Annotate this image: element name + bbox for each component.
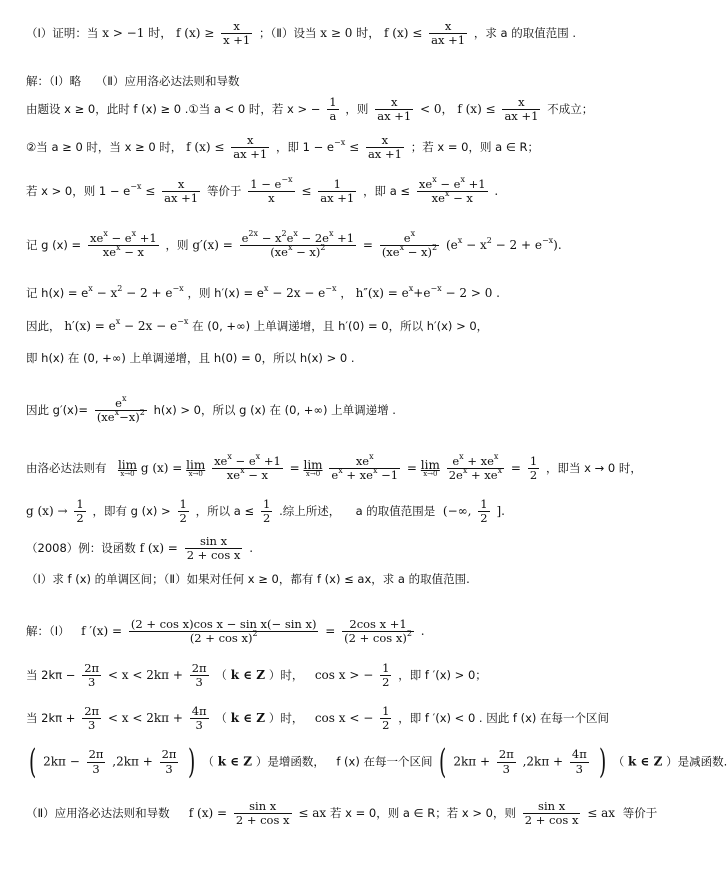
- text-line: 由题设 x ≥ 0，此时 f (x) ≥ 0 .①当 a < 0 时，若 x > − $\frac{1}{a}$ ，则 $\frac{x}{ax +1}$ < 0， f (x) ≤ $\frac{x}{ax +1}$ 不成立；: [26, 95, 594, 124]
- text-line: 即 h(x) 在 (0, +∞) 上单调递增，且 h(0) = 0，所以 h(x) > 0 .: [26, 351, 355, 365]
- text-line: 因此 g′(x)= $\frac{e^x}{(xe^x-x)^2}$ h(x) > 0，所以 g (x) 在 (0, +∞) 上单调递增 .: [26, 394, 396, 425]
- example-heading: （2008）例：设函数 f (x) = $\frac{\text{sin x}}{\text{2 + cos x}}$ .: [26, 534, 254, 563]
- text-line: 记 g (x) = $\frac{xe^x - e^x +1}{xe^x - x}$ ，则 g′(x) = $\frac{e^{2x} - x^2e^x - 2e^x +1}{(xe^x - x)^2}$ = $\frac{e^x}{(xe^x - x)^2}$ $(e^x - x^2 - 2 + e^{-x})$.: [26, 229, 562, 260]
- text-line: 由洛必达法则有 lim x→0 g (x) = lim x→0 $\frac{xe^x - e^x +1}{xe^x - x}$ = lim x→0 $\frac{xe^x}{e^x + xe^x -1}$ = lim x→0 $\frac{e^x + xe^x}{2e^x + xe^x}$ = $\frac{1}{2}$ ，即当 x → 0 时，: [26, 452, 642, 483]
- text-line: ( 2kπ − $\frac{2\pi}{3}$ ,2kπ + $\frac{2\pi}{3}$ ) （ k ∈ Z ）是增函数， f (x) 在每一个区间 ( 2kπ + $\frac{2\pi}{3}$ ,2kπ + $\frac{4\pi}{3}$ ) （ k ∈ Z ）是减函数.: [28, 742, 727, 782]
- problem-statement: （Ⅰ）证明：当 x > −1 时， f (x) ≥ $\frac{x}{x +1}$ ；（Ⅱ）设当 x ≥ 0 时， f (x) ≤ $\frac{x}{ax +1}$ ，求 a 的取值范围 .: [26, 19, 577, 48]
- text-line: （Ⅱ）应用洛必达法则和导数 f (x) = $\frac{\text{sin x}}{\text{2 + cos x}}$ ≤ ax 若 x = 0，则 a ∈ R；若 x > 0，则 $\frac{\text{sin x}}{\text{2 + cos x}}$ ≤ ax 等价于: [26, 799, 658, 828]
- solution-heading: 解：（Ⅰ）略 （Ⅱ）应用洛必达法则和导数: [26, 74, 240, 88]
- text-line: g (x) → $\frac{1}{2}$ ，即有 g (x) > $\frac{1}{2}$ ，所以 a ≤ $\frac{1}{2}$ .综上所述， a 的取值范围是 (−∞, $\frac{1}{2}$ ].: [26, 497, 505, 526]
- text-line: 当 2kπ − $\frac{2\pi}{3}$ < x < 2kπ + $\frac{2\pi}{3}$ （ k ∈ Z ）时， cos x > − $\frac{1}{2}$ ，即 f ′(x) > 0；: [26, 661, 487, 690]
- text-line: 记 $h(x) = e^x - x^2 - 2 + e^{-x}$ ，则 $h'(x) = e^x - 2x - e^{-x}$ ， $h''(x) = e^x+e^{-x} - 2 > 0$ .: [26, 284, 500, 300]
- fraction: $\frac{x}{x +1}$: [223, 19, 251, 48]
- text-line: ②当 a ≥ 0 时，当 x ≥ 0 时， f (x) ≤ $\frac{x}{ax +1}$ ，即 $1 - e^{-x}$ ≤ $\frac{x}{ax +1}$ ；若 x = 0，则 a ∈ R；: [26, 133, 539, 162]
- text-line: 解：（Ⅰ） f ′(x) = $\frac{\text{(2 + cos x)cos x − sin x(− sin x)}}{(2 + \cos x)^2}$ = $\frac{\text{2cos x +1}}{(2 + \cos x)^2}$ .: [26, 617, 425, 646]
- text-line: 当 2kπ + $\frac{2\pi}{3}$ < x < 2kπ + $\frac{4\pi}{3}$ （ k ∈ Z ）时， cos x < − $\frac{1}{2}$ ，即 f ′(x) < 0 . 因此 f (x) 在每一个区间: [26, 704, 610, 733]
- text-line: 因此， $h'(x) = e^x - 2x - e^{-x}$ 在 (0, +∞) 上单调递增，且 h′(0) = 0，所以 h′(x) > 0，: [26, 317, 489, 333]
- fraction: $\frac{x}{ax +1}$: [431, 19, 466, 48]
- text-line: 若 x > 0，则 $1 - e^{-x}$ ≤ $\frac{x}{ax +1}$ 等价于 $\frac{1 - e^{-x}}{x}$ ≤ $\frac{1}{ax +1}$ ，即 a ≤ $\frac{xe^x - e^x +1}{xe^x - x}$ .: [26, 175, 499, 206]
- text-line: （Ⅰ）求 f (x) 的单调区间；（Ⅱ）如果对任何 x ≥ 0，都有 f (x) ≤ ax，求 a 的取值范围.: [26, 572, 470, 586]
